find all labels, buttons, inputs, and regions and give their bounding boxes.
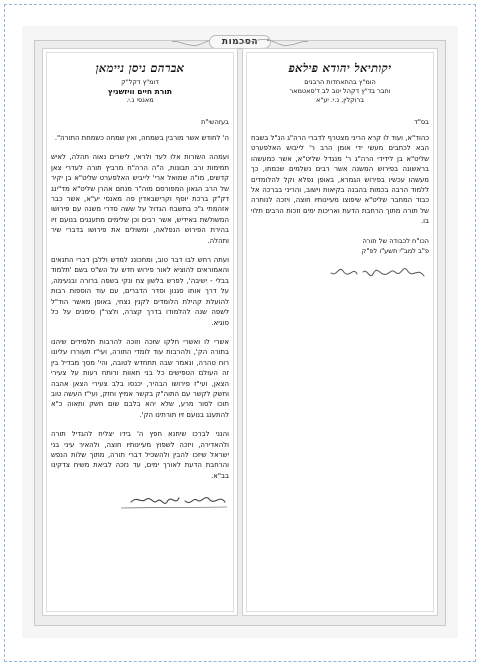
rabbi-name-left: אברהם ניסן ניימאן (95, 61, 185, 75)
handwritten-signature-icon (109, 490, 229, 512)
bsd-header: בס"ד (414, 118, 429, 126)
paragraph-5: והנני לברכו שיחנא חפץ ה' בידו יצליח להגדיל תורה ולהאדירה, ויזכה לשפוץ מעיינותיו חוצה, ולהאיר עיני בני ישראל שיזכו להבין ולהשכיל דברי תורה, מתוך שלות הנפש והרחבת הדעת לאורך ימים, עד נזכה לביאת משיח צדקינו בב"א. (51, 430, 229, 480)
paragraph-1: ה' לחודש אשר מורבין בשמחה, ואין שמחה כשמחת התורה". (54, 134, 229, 142)
paragraph-4: אשרי לו ואשרי חלקו שזכה וזוכה להרבות תלמידים שיהנו בתורה הק', ולהרבות עוד לומדי התורה, ועי"ז תעוררו עליונו רוח טהרה, ונאמר שבה תתחדש לטובה, והי' מסך מבדיל בין זה העולם הטפישים כל בני תאוות ורותח רעות על צעירי הצאן, ועי"ז פירושו הבהיר, יכנסו בלב צעירי הצאן אהבה וחשק לקשר עם התוה"ק בקשר אמיץ וחזק, ועי"ז העשה טוב תוכו לסור מרע, שלא יהא בלבם שום חשק ותאוה כ"א להתענג בנועם זיו תורתינו הק'. (51, 337, 229, 419)
date-line: בעזהשי"ת (200, 118, 229, 126)
title-line-2: וחבר בד"ץ דקהל יטב לב ד'סאטמאר (289, 87, 391, 95)
title-line-1: הומ"ץ בהתאחדות הרבנים (304, 78, 376, 86)
signature-right (251, 262, 429, 284)
handwritten-signature-icon (309, 262, 429, 284)
signature-left (51, 490, 229, 512)
title-line-3: ברוקלין, נ.י. יע"א (316, 96, 364, 104)
left-title-line-3: מאנסי נ.י. (126, 96, 154, 104)
rabbi-name-right: יקותיאל יהודא פילאפ (288, 61, 392, 75)
document-page (22, 26, 458, 638)
approbation-left (42, 48, 238, 616)
left-title-line-2: תורת חיים וויזשניץ (108, 87, 172, 96)
paragraph-3: ועתה רחש לבו דבר טוב, ומתכוננ למדש וללבן דברי התנאים והאמוראים להוציא לאור פירוש חדש על הש"ס בשם 'תלמוד בבלי - ישיבה', לפרש בלשון צח ונקי בשפה ברורה ובנעימה, על דרך אותו סגנון וסדר הדברים, עם עוד הוספות רבות להועלת קהילת הלומדים לקנין נצחי, באופן מאשר הוד"ל לשפה שנה להלמודו בדרך קצרה, ולצר"ן סימנים על כל סוגיא. (51, 256, 229, 327)
closing-line-2: פ"ב למב"י תשע"ו לפ"ק (361, 246, 429, 255)
header-title: הסכמות (209, 35, 271, 49)
approbation-right (242, 48, 438, 616)
approbation-text-right: כהוד"א, ועוד לו קרא הריני מצטרף לדברי הרה"ג הנ"ל בשבח הבא לכתבים מעשי ידי אומן הרב ר' לייבוש האלפערט שליט"א בן לידידי הרה"ג ר' מנגדל שליט"א, אשר כמעשהו בראשונה בפירוש המשנה אשר רבים נשלמים שכמתו, כך מעשהו עכשיו בפירוש הגמרא, באופן נפלא וקל להלומדים ללמוד הרבה בכמות בהבנה בקיאות וישוב, והריני בברכה אל כבוד המחבר שליט"א שיפוצו מעיינותיו חוצה, ויזכה לנותרה של תורה מתוך הרחבת הדעת ואריכות ימים וזכות הרבים תלוי בו. (251, 134, 429, 226)
closing-line-1: הכו"ח לכבודה של תורה (362, 236, 429, 245)
paragraph-2: ועמהה השורות אלו לעד ולראי, לישרים נאוה תהלה, לאיש תמימות ורב תבונות, ה"ה הרה"ח מרביץ תורה לעדרי צאן קדשים, מו"ה שמואל ארי' לייביש האלפערט שליט"א בן יקיר של הרב הגאון המפורסם מוה"ר מנחם אהרן שליט"א מד"ינג דק"ק ברכת יוסף וקרישבאדין פה מאנסי יע"א, אשר כבר אזהמתי ג"כ בתשבח הגדול על ששה סדרי משנה עם פירושו המשולשת באידיש, אשר רבים וכן שלימים מתענגים בנועם זיו בהירת הפירוש הנפלאה, ומשולים את פירושו בדברי שיר ותהלה. (51, 153, 229, 245)
left-title-line-1: דומ"ץ דקל"ק (121, 78, 159, 86)
